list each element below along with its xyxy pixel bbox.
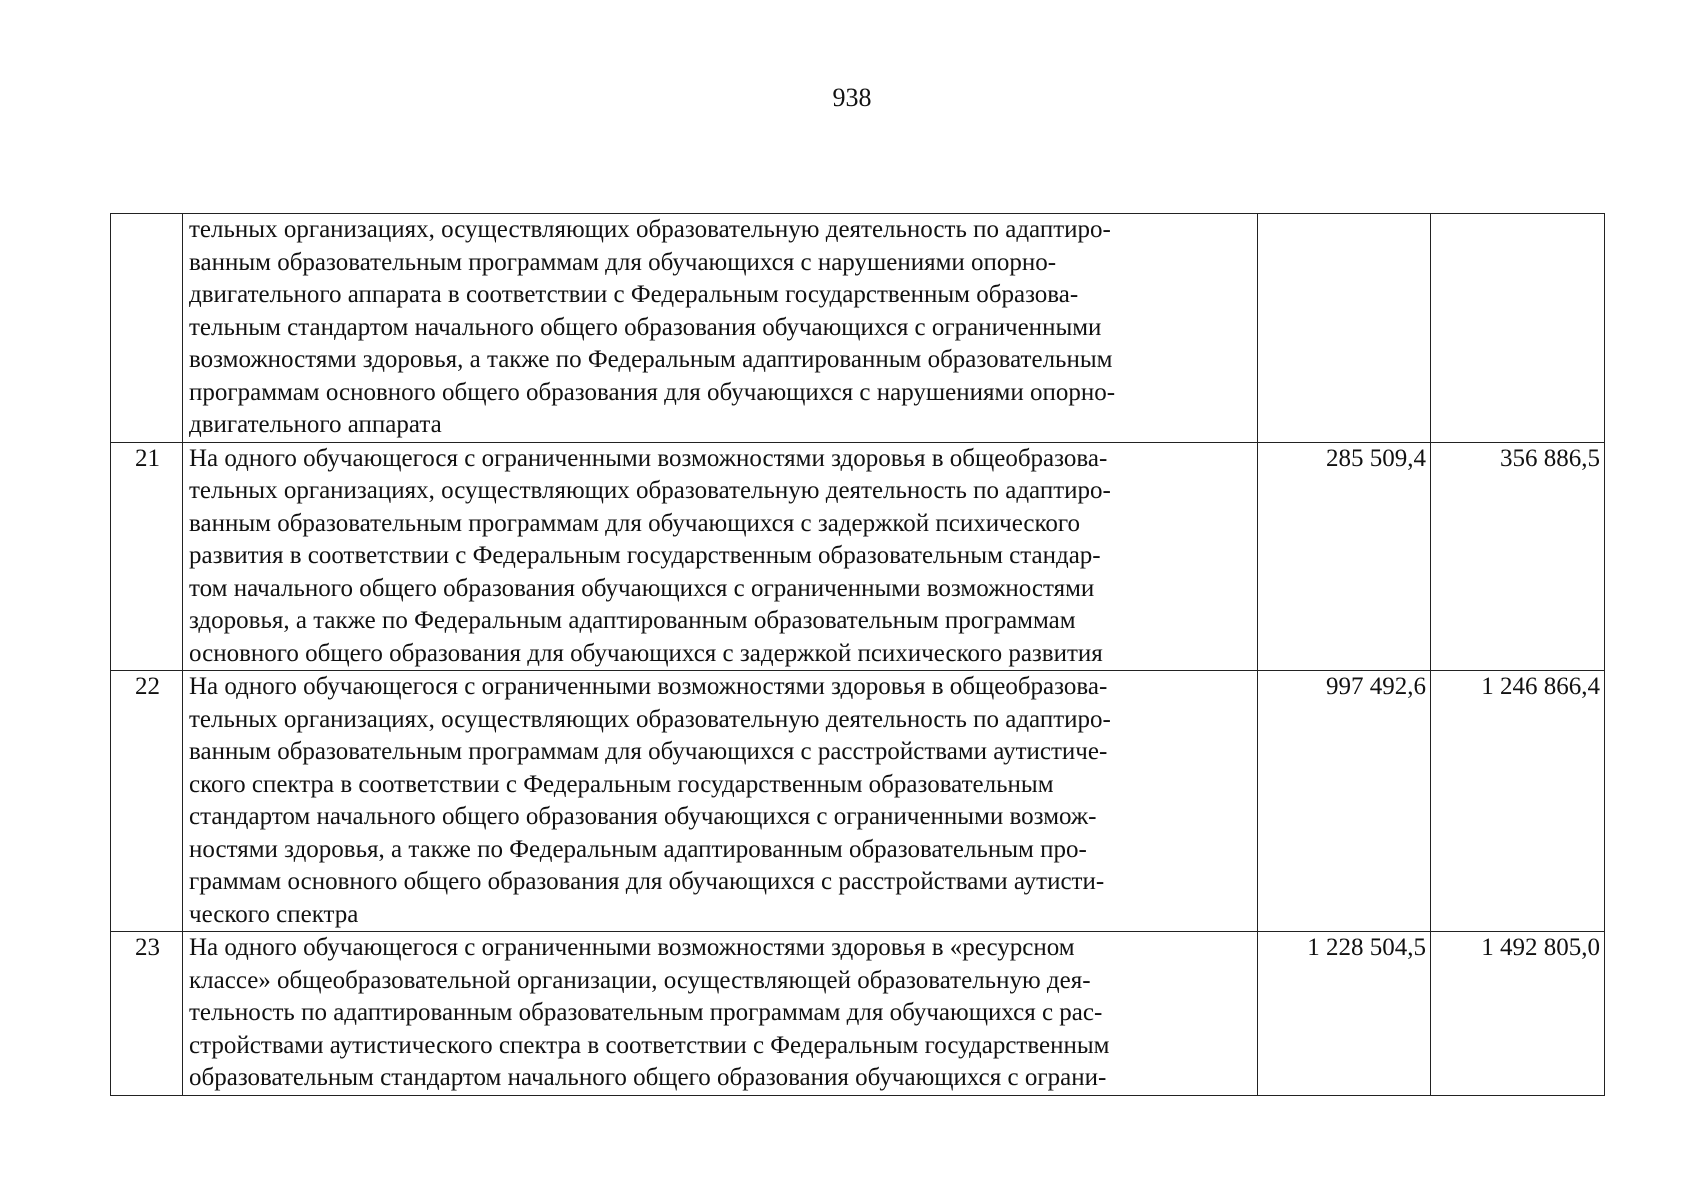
cost-norms-table [110, 213, 1605, 1096]
table-row [111, 671, 1605, 932]
description-line: ванным образовательным программам для обучающихся с расстройствами аутистиче- [189, 738, 1108, 765]
row-number: 23 [111, 932, 183, 1096]
value-column-1: 1 228 504,5 [1258, 932, 1431, 1096]
description-line: На одного обучающегося с ограниченными возможностями здоровья в общеобразова- [189, 444, 1108, 472]
description-line: ностями здоровья, а также по Федеральным адаптированным образовательным про- [189, 835, 1087, 863]
table-row [111, 442, 1605, 671]
row-description [183, 442, 1258, 671]
description-line: основного общего образования для обучающихся с задержкой психического развития [189, 639, 1103, 667]
page-number: 938 [832, 83, 872, 112]
value-column-1 [1258, 214, 1431, 443]
description-line: граммам основного общего образования для обучающихся с расстройствами аутисти- [189, 868, 1105, 895]
row-description [183, 671, 1258, 932]
row-number: 21 [111, 442, 183, 671]
description-line: ванным образовательным программам для обучающихся с задержкой психического [189, 509, 1081, 537]
row-description [183, 214, 1258, 443]
description-line: тельных организациях, осуществляющих образовательную деятельность по адаптиро- [189, 705, 1111, 733]
description-line: двигательного аппарата [189, 411, 442, 438]
value-column-2: 1 246 866,4 [1431, 671, 1605, 932]
description-line: тельным стандартом начального общего образования обучающихся с ограниченными [189, 313, 1102, 341]
value-column-1: 285 509,4 [1258, 442, 1431, 671]
row-number: 22 [111, 671, 183, 932]
description-line: классе» общеобразовательной организации, осуществляющей образовательную дея- [189, 966, 1091, 994]
description-line: том начального общего образования обучающихся с ограниченными возможностями [189, 574, 1095, 602]
row-number [111, 214, 183, 443]
description-line: На одного обучающегося с ограниченными возможностями здоровья в «ресурсном [189, 934, 1075, 961]
description-line: двигательного аппарата в соответствии с Федеральным государственным образова- [189, 281, 1079, 308]
description-line: стандартом начального общего образования обучающихся с ограниченными возмож- [189, 803, 1097, 830]
row-description [183, 932, 1258, 1096]
description-line: На одного обучающегося с ограниченными возможностями здоровья в общеобразова- [189, 673, 1108, 700]
description-line: ского спектра в соответствии с Федеральным государственным образовательным [189, 770, 1054, 798]
description-line: развития в соответствии с Федеральным государственным образовательным стандар- [189, 542, 1101, 569]
table-row [111, 932, 1605, 1096]
value-column-1: 997 492,6 [1258, 671, 1431, 932]
description-line: ванным образовательным программам для обучающихся с нарушениями опорно- [189, 248, 1057, 276]
description-line: ческого спектра [189, 900, 359, 928]
description-line: тельных организациях, осуществляющих образовательную деятельность по адаптиро- [189, 216, 1111, 243]
value-column-2: 356 886,5 [1431, 442, 1605, 671]
value-column-2: 1 492 805,0 [1431, 932, 1605, 1096]
description-line: тельность по адаптированным образовательным программам для обучающихся с рас- [189, 999, 1103, 1026]
description-line: образовательным стандартом начального общего образования обучающихся с ограни- [189, 1064, 1107, 1091]
description-line: программам основного общего образования для обучающихся с нарушениями опорно- [189, 378, 1116, 406]
description-line: возможностями здоровья, а также по Федеральным адаптированным образовательным [189, 346, 1113, 373]
value-column-2 [1431, 214, 1605, 443]
description-line: стройствами аутистического спектра в соответствии с Федеральным государственным [189, 1031, 1110, 1059]
description-line: тельных организациях, осуществляющих образовательную деятельность по адаптиро- [189, 477, 1111, 504]
table-row [111, 214, 1605, 443]
description-line: здоровья, а также по Федеральным адаптированным образовательным программам [189, 607, 1076, 634]
